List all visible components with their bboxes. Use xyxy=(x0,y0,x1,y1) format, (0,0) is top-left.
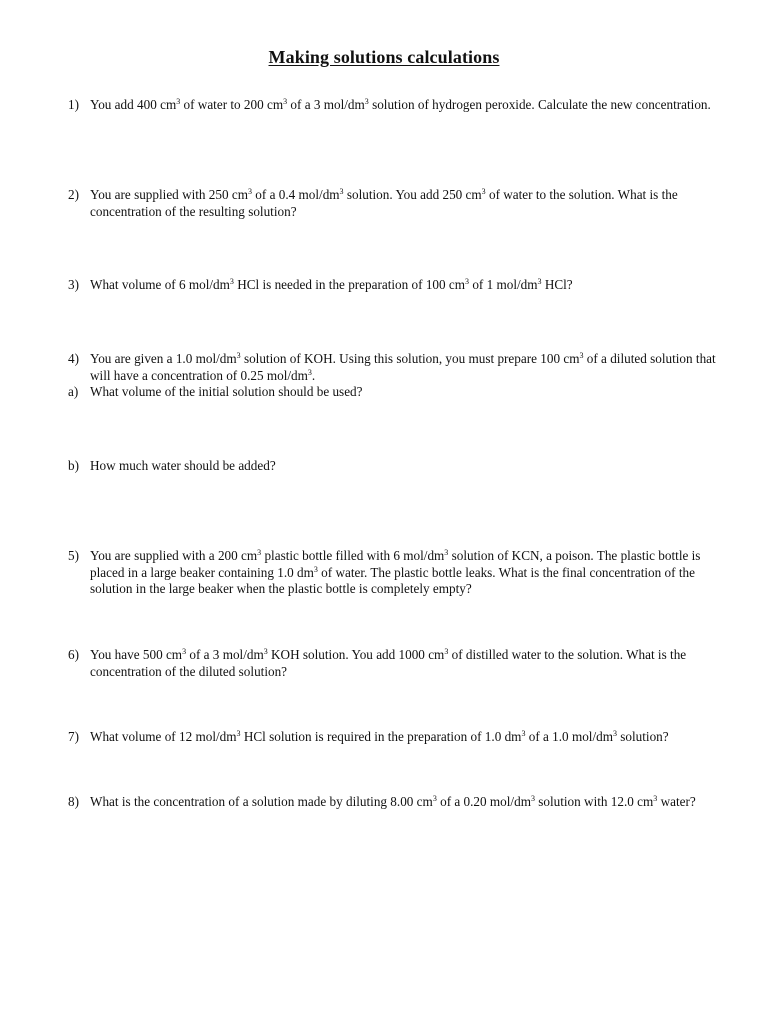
question-text: You are supplied with a 200 $cm^3$ plastic bottle filled with 6 mol/$dm^3$ solution of KCN, a poison. The plastic bottle is placed in a large beaker containing 1.0 $dm^3$ of water. The plastic bottle leaks. What is the final concentration of the solution in the large beaker when the plastic bottle is completely empty? xyxy=(90,548,701,596)
question-number: b) xyxy=(68,458,79,473)
question-number: 6) xyxy=(68,647,79,662)
question-number: 7) xyxy=(68,729,79,744)
question-7 xyxy=(68,729,728,746)
question-5 xyxy=(68,548,728,598)
question-4 xyxy=(68,351,728,384)
question-text: How much water should be added? xyxy=(90,458,276,473)
question-text: What is the concentration of a solution made by diluting 8.00 $cm^3$ of a 0.20 mol/$dm^3$ solution with 12.0 $cm^3$ water? xyxy=(90,794,696,809)
question-8 xyxy=(68,794,728,811)
question-number: 3) xyxy=(68,277,79,292)
question-number: a) xyxy=(68,384,79,399)
question-number: 5) xyxy=(68,548,79,563)
question-text: You have 500 $cm^3$ of a 3 mol/$dm^3$ KOH solution. You add 1000 $cm^3$ of distilled water to the solution. What is the concentration of the diluted solution? xyxy=(90,647,687,679)
question-number: 2) xyxy=(68,187,79,202)
question-text: What volume of 6 mol/$dm^3$ HCl is needed in the preparation of 100 $cm^3$ of 1 mol/$dm^3$ HCl? xyxy=(90,277,573,292)
question-1 xyxy=(68,97,728,114)
question-3 xyxy=(68,277,728,294)
question-number: 8) xyxy=(68,794,79,809)
question-number: 1) xyxy=(68,97,79,112)
question-6 xyxy=(68,647,728,680)
question-4b xyxy=(68,458,728,475)
question-text: You are given a 1.0 mol/$dm^3$ solution of KOH. Using this solution, you must prepare 100 $cm^3$ of a diluted solution that will have a concentration of 0.25 mol/$dm^3$. xyxy=(90,351,716,383)
question-text: What volume of the initial solution should be used? xyxy=(90,384,363,399)
question-4a xyxy=(68,384,728,401)
question-number: 4) xyxy=(68,351,79,366)
page-title: Making solutions calculations xyxy=(268,47,500,67)
question-text: You are supplied with 250 $cm^3$ of a 0.4 mol/$dm^3$ solution. You add 250 $cm^3$ of water to the solution. What is the concentration of the resulting solution? xyxy=(90,187,678,219)
question-text: You add 400 $cm^3$ of water to 200 $cm^3$ of a 3 mol/$dm^3$ solution of hydrogen peroxide. Calculate the new concentration. xyxy=(90,97,711,112)
question-text: What volume of 12 mol/$dm^3$ HCl solution is required in the preparation of 1.0 $dm^3$ of a 1.0 mol/$dm^3$ solution? xyxy=(90,729,669,744)
question-2 xyxy=(68,187,728,220)
